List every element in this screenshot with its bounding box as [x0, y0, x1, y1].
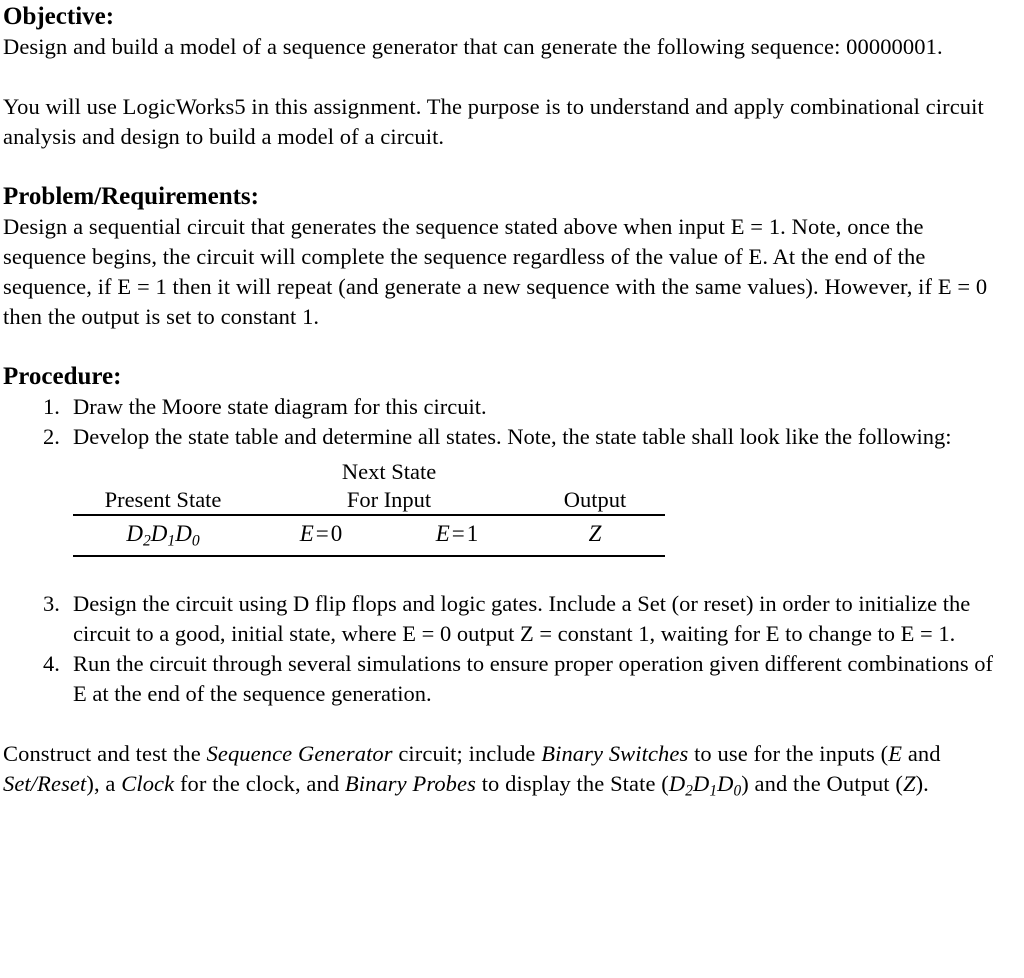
- heading-procedure: Procedure:: [3, 363, 122, 390]
- input-value-zero: 0: [330, 521, 343, 546]
- header-spacer-cell-right: [525, 458, 665, 486]
- state-subscript-0: 0: [191, 532, 200, 550]
- state-variable-expression-inline: [668, 771, 742, 800]
- paragraph-objective-2: You will use LogicWorks5 in this assignment. The purpose is to understand and apply combinational circuit analysis and design to build a model of a circuit.: [3, 94, 984, 149]
- state-subscript-2: 2: [685, 782, 693, 800]
- emphasis-input-e: E: [888, 741, 903, 766]
- cell-output-symbol: [525, 515, 665, 556]
- procedure-item-text: Draw the Moore state diagram for this circuit.: [73, 394, 487, 419]
- state-subscript-1: 1: [167, 532, 176, 550]
- input-value-one: 1: [466, 521, 479, 546]
- input-e-zero-expression: [300, 521, 343, 546]
- state-table: [73, 458, 665, 557]
- paragraph-spacer: [3, 332, 1010, 362]
- state-subscript-0: 0: [733, 782, 742, 800]
- procedure-item-2: [3, 422, 1010, 452]
- input-variable-e: E: [435, 521, 450, 546]
- state-letter-d2: D: [668, 771, 686, 796]
- equals-operator: =: [451, 521, 465, 546]
- procedure-item-3: [3, 589, 1010, 649]
- heading-objective: Objective:: [3, 3, 115, 30]
- emphasis-sequence-generator: Sequence Generator: [206, 741, 393, 766]
- state-letter-d1: D: [692, 771, 710, 796]
- closing-text-part3: to use for the inputs (: [688, 741, 889, 766]
- emphasis-binary-probes: Binary Probes: [344, 771, 476, 796]
- procedure-item-1: [3, 392, 1010, 422]
- closing-text-part8: ) and the Output (: [741, 771, 903, 796]
- table-symbol-row: [73, 515, 665, 556]
- closing-text-part5: ), a: [86, 771, 122, 796]
- closing-text-part7: to display the State (: [475, 771, 669, 796]
- table-header-row-group: [73, 458, 665, 486]
- paragraph-spacer: [3, 62, 1010, 92]
- cell-present-state-symbols: [73, 515, 253, 556]
- header-next-state-group: Next State: [341, 459, 437, 484]
- procedure-item-text: Develop the state table and determine all states. Note, the state table shall look like the following:: [73, 424, 952, 449]
- cell-input-e-one: [389, 515, 525, 556]
- input-e-one-expression: [436, 521, 479, 546]
- table-bottom-spacer: [3, 559, 1010, 589]
- cell-input-e-zero: [253, 515, 389, 556]
- closing-text-part2: circuit; include: [392, 741, 542, 766]
- state-subscript-2: 2: [142, 532, 151, 550]
- procedure-item-text: Design the circuit using D flip flops and logic gates. Include a Set (or reset) in order to initialize the circuit to a good, initial state, where E = 0 output Z = constant 1, waiting for E to change to E = 1.: [73, 591, 971, 646]
- emphasis-binary-switches: Binary Switches: [541, 741, 689, 766]
- header-spacer-cell: [73, 458, 253, 486]
- emphasis-set-reset: Set/Reset: [3, 771, 87, 796]
- paragraph-spacer: [3, 709, 1010, 739]
- closing-text-part1: Construct and test the: [3, 741, 207, 766]
- header-output: Output: [563, 487, 627, 512]
- equals-operator: =: [315, 521, 329, 546]
- heading-problem-requirements: Problem/Requirements:: [3, 183, 259, 210]
- state-letter-d0: D: [717, 771, 734, 796]
- state-letter-d1: D: [150, 521, 168, 546]
- state-subscript-1: 1: [709, 782, 718, 800]
- state-letter-d2: D: [126, 521, 143, 546]
- procedure-list: [3, 392, 1010, 452]
- procedure-item-4: [3, 649, 1010, 709]
- paragraph-closing: [3, 739, 1010, 799]
- table-header-row: [73, 486, 665, 515]
- state-variable-expression: [126, 521, 200, 550]
- emphasis-output-z: Z: [902, 771, 916, 796]
- paragraph-spacer: [3, 152, 1010, 182]
- state-letter-d0: D: [175, 521, 192, 546]
- procedure-list-continued: [3, 589, 1010, 709]
- input-variable-e: E: [299, 521, 314, 546]
- paragraph-problem-requirements: Design a sequential circuit that generates the sequence stated above when input E = 1. Note, once the sequence begins, the circuit will complete the sequence regardless of the value of E. At the end of the sequence, if E = 1 then it will repeat (and generate a new sequence with the same values). However, if E = 0 then the output is set to constant 1.: [3, 214, 988, 329]
- header-for-input: For Input: [346, 487, 432, 512]
- state-table-container: [3, 458, 1010, 557]
- emphasis-clock: Clock: [121, 771, 175, 796]
- procedure-item-text: Run the circuit through several simulations to ensure proper operation given different combinations of E at the end of the sequence generation.: [73, 651, 993, 706]
- output-variable-z: Z: [588, 521, 602, 546]
- closing-text-part9: ).: [915, 771, 929, 796]
- closing-text-part4: and: [902, 741, 941, 766]
- header-present-state: Present State: [104, 487, 222, 512]
- paragraph-objective-1: Design and build a model of a sequence generator that can generate the following sequence: 00000001.: [3, 34, 943, 59]
- closing-text-part6: for the clock, and: [174, 771, 345, 796]
